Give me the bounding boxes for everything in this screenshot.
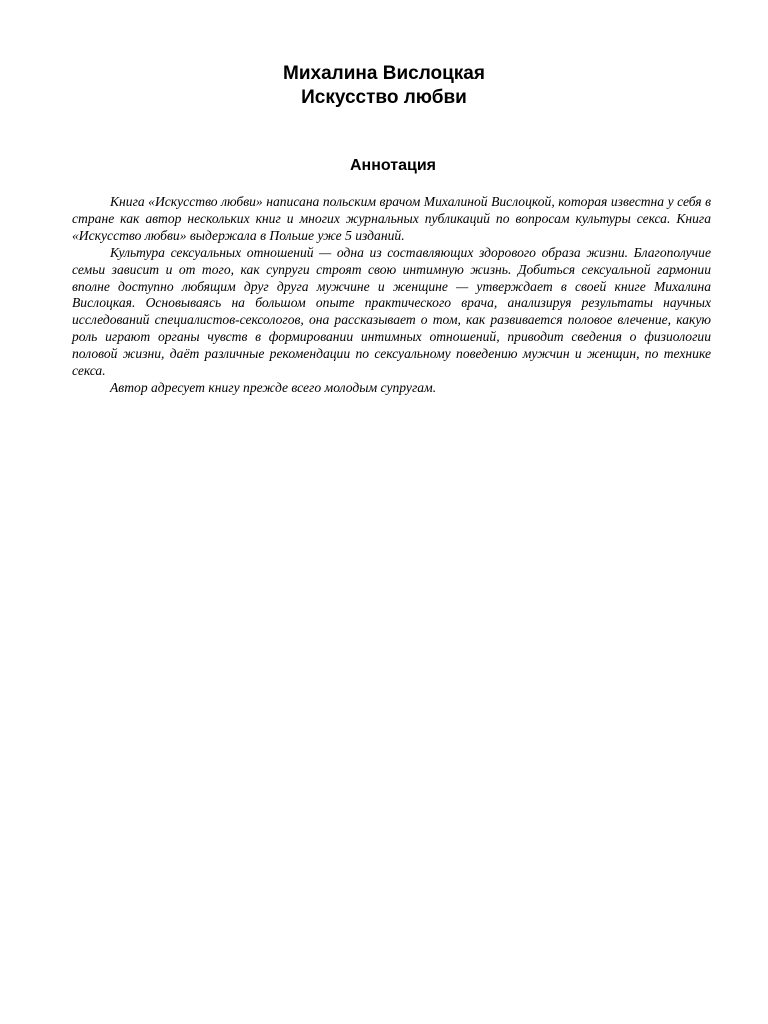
annotation-heading: Аннотация bbox=[350, 157, 436, 174]
author-name: Михалина Вислоцкая bbox=[283, 63, 485, 84]
book-title: Искусство любви bbox=[301, 87, 467, 108]
annotation-body bbox=[72, 194, 711, 397]
annotation-paragraph: Культура сексуальных отношений — одна из составляющих здорового образа жизни. Благополучие семьи зависит и от того, как супруги строят свою интимную жизнь. Добиться сексуальной гармонии вполне доступно любящим друг друга мужчине и женщине — утверждает в своей книге Михалина Вислоцкая. Основываясь на большом опыте практического врача, анализируя результаты научных исследований специалистов-сексологов, она рассказывает о том, как развивается половое влечение, какую роль играют органы чувств в формировании интимных отношений, приводит сведения о физиологии половой жизни, даёт различные рекомендации по сексуальному поведению мужчин и женщин, по технике секса. bbox=[72, 244, 711, 379]
annotation-paragraph: Книга «Искусство любви» написана польским врачом Михалиной Вислоцкой, которая известна у себя в стране как автор нескольких книг и многих журнальных публикаций по вопросам культуры секса. Книга «Искусство любви» выдержала в Польше уже 5 изданий. bbox=[72, 194, 711, 243]
title-block bbox=[0, 62, 768, 110]
annotation-paragraph: Автор адресует книгу прежде всего молодым супругам. bbox=[110, 379, 437, 395]
